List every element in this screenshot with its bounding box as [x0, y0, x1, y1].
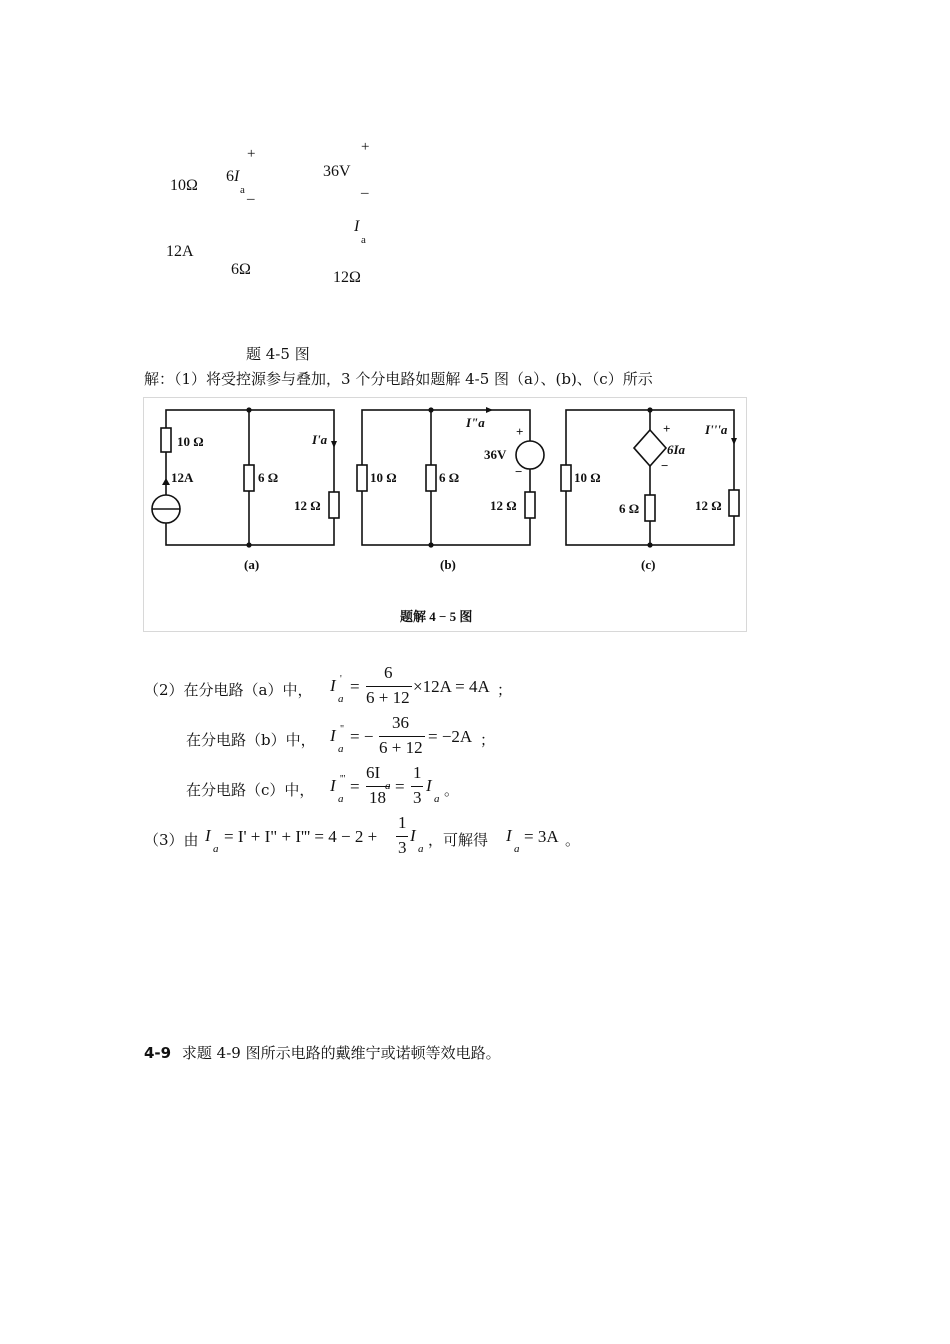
label-a-r10: 10 Ω	[177, 434, 204, 449]
label-b-r6: 6 Ω	[439, 470, 460, 485]
step3-I2: I	[410, 826, 416, 845]
step2-a-end: ；	[497, 681, 513, 699]
label-a: (a)	[244, 557, 260, 572]
solution-figure	[143, 397, 747, 632]
step2-c-end: 。	[444, 781, 460, 799]
label-c-minus: −	[661, 458, 669, 473]
label-b-current: I"a	[466, 415, 485, 430]
problem-text: 求题 4-9 图所示电路的戴维宁或诺顿等效电路。	[181, 1044, 501, 1062]
step2-b-eq: = −	[350, 727, 374, 746]
step3-end: 。	[565, 831, 581, 849]
solution-intro: 解：（1）将受控源参与叠加，3 个分电路如题解 4-5 图（a）、(b)、（c）所示	[144, 370, 653, 388]
plus-sign: +	[247, 146, 256, 162]
step2-b-den: 6 + 12	[379, 738, 423, 757]
step3-eq: = I' + I" + I''' = 4 − 2 +	[224, 827, 378, 846]
step2-c-lhs: I	[330, 776, 336, 795]
step2-c-prime: '''	[340, 774, 346, 785]
step3-mid: ，可解得	[428, 831, 489, 849]
label-b-voltage: 36V	[484, 447, 507, 462]
step3-I: I	[205, 826, 211, 845]
step2-c-text: 在分电路（c）中，	[186, 781, 315, 799]
step3-prefix: （3）由	[144, 831, 199, 849]
resistor-10-label: 10Ω	[170, 177, 198, 194]
step3-sub3: a	[514, 843, 520, 855]
step2-c-num2: 1	[413, 763, 422, 782]
label-a-r6: 6 Ω	[258, 470, 279, 485]
step2-c-num: 6I	[366, 763, 381, 782]
step2-b-lhs: I	[330, 726, 336, 745]
step2-c-eq2: =	[395, 777, 405, 796]
step2-b-end: ；	[480, 731, 496, 749]
step3-sub2: a	[418, 843, 424, 855]
step2-c-eq: =	[350, 777, 360, 796]
label-c-dep: 6Ia	[667, 442, 686, 457]
dependent-source-label: 6I	[226, 168, 240, 185]
resistor-12-label: 12Ω	[333, 269, 361, 286]
figure-caption: 题 4-5 图	[246, 345, 310, 363]
step3-num: 1	[398, 813, 407, 832]
step3-result: = 3A	[524, 827, 559, 846]
step3-I3: I	[506, 826, 512, 845]
voltage-source-label: 36V	[323, 163, 351, 180]
step2-a-prime: '	[340, 674, 342, 685]
label-a-src: 12A	[171, 470, 194, 485]
step2-b-text: 在分电路（b）中，	[186, 731, 316, 749]
step2-a-text: （2）在分电路（a）中，	[144, 681, 313, 699]
step2-b-num: 36	[392, 713, 409, 732]
step2-a-den: 6 + 12	[366, 688, 410, 707]
step2-a-eq: =	[350, 677, 360, 696]
label-a-r12: 12 Ω	[294, 498, 321, 513]
step2-b-sub: a	[338, 743, 344, 755]
label-b: (b)	[440, 557, 456, 572]
problem-4-9	[144, 1042, 501, 1063]
label-b-plus: +	[516, 424, 524, 439]
label-b-r10: 10 Ω	[370, 470, 397, 485]
step2-c-den: 18	[369, 788, 386, 807]
label-b-r12: 12 Ω	[490, 498, 517, 513]
step2-a-sub: a	[338, 693, 344, 705]
label-a-current: I'a	[312, 432, 328, 447]
label-c-r12: 12 Ω	[695, 498, 722, 513]
label-b-minus: −	[515, 464, 523, 479]
step2-c-I: I	[426, 776, 432, 795]
step2-c-sub: a	[338, 793, 344, 805]
label-c-current: I'''a	[705, 422, 728, 437]
minus-sign: _	[247, 186, 255, 202]
fraction-bar	[379, 736, 425, 737]
resistor-6-label: 6Ω	[231, 261, 251, 278]
step2-a-lhs: I	[330, 676, 336, 695]
step2-c-den2: 3	[413, 788, 422, 807]
step2-b-rest: = −2A	[428, 727, 473, 746]
current-source-label: 12A	[166, 243, 194, 260]
step2-b-prime: "	[340, 724, 345, 735]
current-ia-subscript: a	[361, 234, 366, 246]
step2-a-rest: ×12A = 4A	[413, 677, 490, 696]
current-ia-label: I	[354, 218, 360, 235]
circuit-diagrams	[144, 398, 746, 631]
step2-c-I-sub: a	[434, 793, 440, 805]
label-c-plus: +	[663, 421, 671, 436]
label-c-r6: 6 Ω	[619, 501, 640, 516]
dependent-source-subscript: a	[240, 184, 245, 196]
fraction-bar	[366, 686, 412, 687]
step3-sub: a	[213, 843, 219, 855]
label-c: (c)	[641, 557, 656, 572]
step2-a-num: 6	[384, 663, 393, 682]
fraction-bar	[366, 786, 390, 787]
fraction-bar	[396, 836, 408, 837]
plus-sign: +	[361, 139, 370, 155]
solution-figure-caption: 题解 4 − 5 图	[400, 609, 473, 624]
fraction-bar	[411, 786, 423, 787]
step3-den: 3	[398, 838, 407, 857]
minus-sign: _	[361, 180, 369, 196]
problem-number: 4-9	[144, 1044, 172, 1062]
label-c-r10: 10 Ω	[574, 470, 601, 485]
